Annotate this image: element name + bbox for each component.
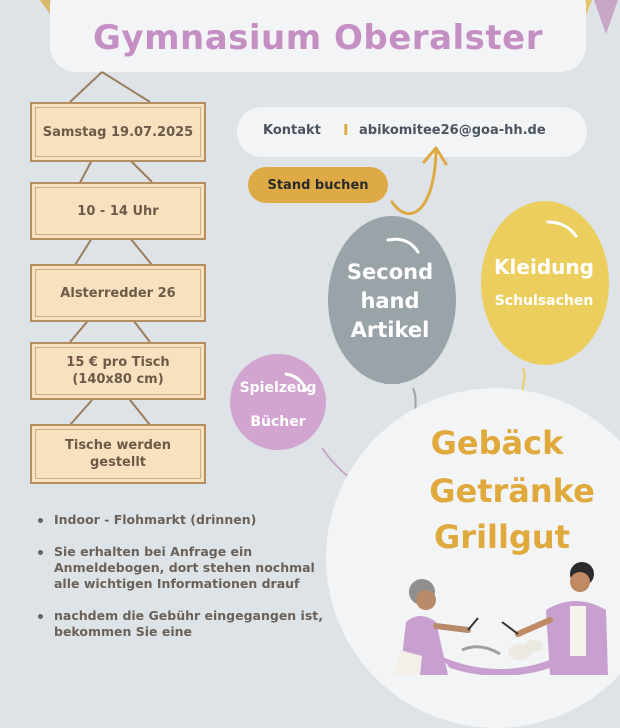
food-item-pastry: Gebäck (430, 424, 564, 462)
list-item: Sie erhalten bei Anfrage ein Anmeldebogen, dort stehen nochmal alle wichtigen Informationen drauf (36, 544, 326, 592)
balloon-yellow-label: Kleidung Schulsachen (494, 255, 594, 309)
sign-tables-text: Tische werden gestellt (65, 438, 171, 470)
balloon-pink-label: Spielzeug Bücher (239, 380, 317, 430)
food-item-drinks: Getränke (429, 472, 595, 510)
sign-price-text: 15 € pro Tisch (140x80 cm) (66, 355, 170, 387)
food-item-grill: Grillgut (434, 518, 570, 556)
page-title: Gymnasium Oberalster (93, 18, 543, 58)
balloon-gray-label: Second hand Artikel (346, 260, 434, 342)
contact-separator: I (343, 121, 349, 139)
list-item: Indoor - Flohmarkt (drinnen) (36, 512, 326, 528)
info-list (36, 512, 326, 656)
contact-email-link[interactable]: abikomitee26@goa-hh.de (359, 123, 546, 138)
grill-people-illustration (370, 560, 620, 675)
contact-label: Kontakt (263, 123, 321, 138)
sign-address-text: Alsterredder 26 (60, 285, 176, 301)
sign-date-text: Samstag 19.07.2025 (42, 124, 194, 140)
list-item: nachdem die Gebühr eingegangen ist, bekommen Sie eine (36, 608, 326, 640)
sign-time-text: 10 - 14 Uhr (77, 203, 159, 219)
book-stand-button[interactable]: Stand buchen (248, 167, 388, 203)
